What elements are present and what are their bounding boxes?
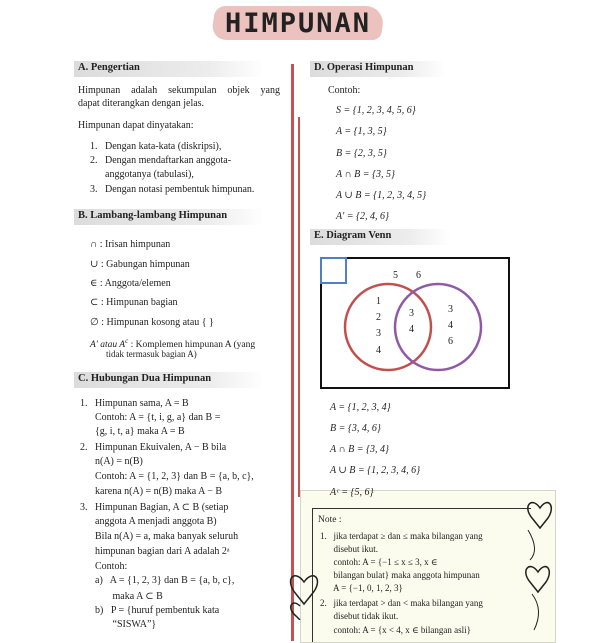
note-line: 1. jika terdapat ≥ dan ≤ maka bilangan yang [320, 531, 483, 541]
venn-a-4: 4 [376, 345, 381, 356]
note-line: disebut ikut. [320, 544, 378, 554]
page-title: HIMPUNAN [224, 8, 372, 39]
section-c-line: Bila n(A) = a, maka banyak seluruh [80, 531, 239, 542]
set-b: B = {2, 3, 5} [336, 148, 387, 159]
section-c-line: 2. Himpunan Ekuivalen, A − B bila [80, 442, 227, 453]
section-c-line: 1. Himpunan sama, A = B [80, 398, 189, 409]
venn-b-6: 6 [448, 336, 453, 347]
section-c-line: Contoh: A = {1, 2, 3} dan B = {a, b, c}, [80, 471, 254, 482]
section-a-heading: A. Pengertian [78, 62, 140, 73]
element-icon: ∈ [90, 278, 98, 289]
venn-a-3: 3 [376, 328, 381, 339]
venn-set-union: A ∪ B = {1, 2, 3, 4, 6} [330, 465, 421, 476]
subset-icon: ⊂ [90, 297, 99, 308]
section-a-item-3: 3. Dengan notasi pembentuk himpunan. [90, 184, 255, 195]
section-a-paragraph-1a: Himpunan adalah sekumpulan objek yang [78, 85, 280, 96]
note-line: contoh: A = {x < 4, x ∈ bilangan asli} [320, 625, 471, 635]
set-a-union-b: A ∪ B = {1, 2, 3, 4, 5} [336, 190, 427, 201]
symbol-element [90, 277, 171, 290]
venn-ab-3: 3 [409, 308, 414, 319]
set-a-intersect-b: A ∩ B = {3, 5} [336, 169, 396, 180]
note-line: A = {−1, 0, 1, 2, 3} [320, 583, 403, 593]
right-column-accent-line [298, 117, 300, 497]
venn-b-3: 3 [448, 304, 453, 315]
note-line: 2. jika terdapat > dan < maka bilangan yang [320, 598, 483, 608]
empty-set-icon: ∅ [90, 317, 99, 328]
complement-superscript: c [125, 337, 129, 345]
section-b-heading: B. Lambang-lambang Himpunan [78, 210, 228, 221]
section-c-line: Contoh: [80, 561, 128, 572]
section-c-line: anggota A menjadi anggota B) [80, 516, 217, 527]
symbol-intersection [90, 238, 170, 251]
section-a-paragraph-2: Himpunan dapat dinyatakan: [78, 120, 194, 131]
section-d-heading: D. Operasi Himpunan [314, 62, 414, 73]
title-banner [213, 2, 383, 42]
section-a-header [74, 61, 264, 77]
complement-desc: : Komplemen himpunan A (yang [128, 340, 256, 351]
venn-set-intersection: A ∩ B = {3, 4} [330, 444, 390, 455]
section-c-header [74, 372, 264, 388]
symbol-complement-desc-2: tidak termasuk bagian A) [106, 349, 197, 359]
venn-ab-4: 4 [409, 324, 414, 335]
venn-outside-5: 5 [393, 270, 398, 281]
venn-a-2: 2 [376, 312, 381, 323]
section-d-contoh: Contoh: [328, 85, 361, 96]
subset-desc: : Himpunan bagian [100, 297, 178, 308]
section-d-header [310, 61, 445, 77]
section-c-line: himpunan bagian dari A adalah 2ᵃ [80, 546, 230, 557]
section-c-line: “SISWA”} [80, 619, 157, 630]
note-line: contoh: A = {−1 ≤ x ≤ 3, x ∈ [320, 557, 438, 567]
symbol-empty-set [90, 316, 214, 329]
section-c-line: b) P = {huruf pembentuk kata [80, 605, 220, 616]
section-c-heading: C. Hubungan Dua Himpunan [78, 373, 212, 384]
section-a-paragraph-1b: dapat diterangkan dengan jelas. [78, 98, 205, 109]
heart-doodle-icon [286, 560, 322, 620]
venn-a-1: 1 [376, 296, 381, 307]
section-c-line: karena n(A) = n(B) maka A − B [80, 486, 223, 497]
section-a-item-2b: anggotanya (tabulasi), [90, 169, 194, 180]
intersection-desc: : Irisan himpunan [99, 239, 171, 250]
empty-set-desc: : Himpunan kosong atau { } [101, 317, 214, 328]
venn-set-complement: Aᶜ = {5, 6} [330, 487, 374, 498]
complement-notation: A' atau A [90, 340, 126, 351]
union-desc: : Gabungan himpunan [100, 259, 190, 270]
set-a: A = {1, 3, 5} [336, 126, 387, 137]
venn-diagram [318, 255, 512, 391]
set-s: S = {1, 2, 3, 4, 5, 6} [336, 105, 416, 116]
section-e-heading: E. Diagram Venn [314, 230, 392, 241]
section-c-line: 3. Himpunan Bagian, A ⊂ B (setiap [80, 502, 229, 513]
section-c-line: maka A ⊂ B [80, 591, 163, 602]
section-c-line: {g, i, t, a} maka A = B [80, 426, 185, 437]
section-c-line: Contoh: A = {t, i, g, a} dan B = [80, 412, 221, 423]
section-a-item-1: 1. Dengan kata-kata (diskripsi), [90, 141, 222, 152]
union-icon: ∪ [90, 259, 99, 270]
venn-set-a: A = {1, 2, 3, 4} [330, 402, 391, 413]
venn-set-b: B = {3, 4, 6} [330, 423, 381, 434]
symbol-subset [90, 296, 178, 309]
symbol-union [90, 258, 190, 271]
section-e-header [310, 229, 450, 245]
note-line: disebut tidak ikut. [320, 611, 399, 621]
column-divider-line [291, 64, 294, 641]
intersection-icon: ∩ [90, 239, 98, 250]
section-c-line: a) A = {1, 2, 3} dan B = {a, b, c}, [80, 575, 235, 586]
section-c-line: n(A) = n(B) [80, 456, 143, 467]
note-line: bilangan bulat} maka anggota himpunan [320, 570, 480, 580]
venn-outside-6: 6 [416, 270, 421, 281]
set-a-complement: A' = {2, 4, 6} [336, 211, 389, 222]
heart-doodle-icon-right [520, 490, 555, 641]
venn-b-4: 4 [448, 320, 453, 331]
element-desc: : Anggota/elemen [99, 278, 171, 289]
section-b-header [74, 209, 264, 225]
section-a-item-2: 2. Dengan mendaftarkan anggota- [90, 155, 232, 166]
note-title: Note : [318, 515, 342, 525]
